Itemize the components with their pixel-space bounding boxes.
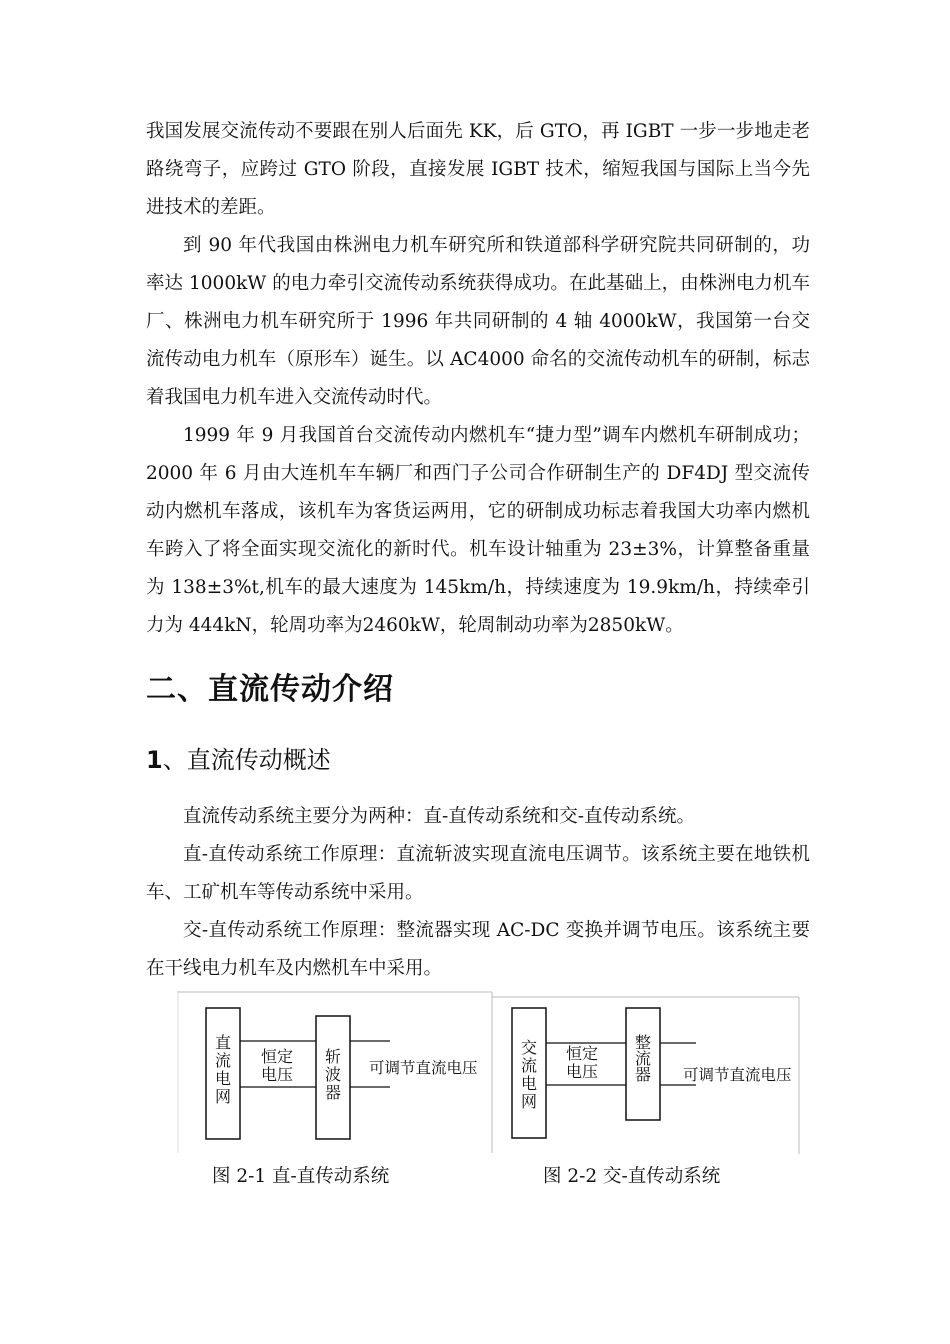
paragraph-df4dj-history: 1999 年 9 月我国首台交流传动内燃机车“捷力型”调车内燃机车研制成功；2000 年 6 月由大连机车车辆厂和西门子公司合作研制生产的 DF4DJ 型交流传动内燃机车落成，该机车为客货运两用，它的研制成功标志着我国大功率内燃机车跨入了将全面实现交流化的新时代。机车设计轴重为 23±3%，计算整备重量为 138±3%t,机车的最大速度为 145km/h，持续速度为 19.9km/h，持续牵引力为 444kN，轮周功率为2460kW，轮周制动功率为2850kW。 bbox=[146, 425, 810, 636]
subsection-heading bbox=[146, 740, 331, 775]
output-voltage-label: 可调节直流电压 bbox=[369, 1059, 478, 1077]
chopper-label: 斩波器 bbox=[324, 1047, 342, 1102]
figure-caption-2-2: 图 2-2 交-直传动系统 bbox=[543, 1166, 721, 1187]
subsection-number: 1 bbox=[146, 746, 163, 774]
figure-ac-dc-diagram bbox=[491, 996, 803, 1156]
dc-grid-label: 直流电网 bbox=[214, 1033, 232, 1106]
ac-grid-label: 交流电网 bbox=[520, 1038, 538, 1111]
output-voltage-label: 可调节直流电压 bbox=[683, 1066, 792, 1084]
paragraph-ac4000-history: 到 90 年代我国由株洲电力机车研究所和铁道部科学研究院共同研制的，功率达 1000kW 的电力牵引交流传动系统获得成功。在此基础上，由株洲电力机车厂、株洲电力机车研究所于 1996 年共同研制的 4 轴 4000kW，我国第一台交流传动电力机车（原形车）诞生。以 AC4000 命名的交流传动机车的研制，标志着我国电力机车进入交流传动时代。 bbox=[146, 235, 810, 408]
section-heading: 二、直流传动介绍 bbox=[146, 672, 394, 707]
paragraph-igbt-strategy: 我国发展交流传动不要跟在别人后面先 KK，后 GTO，再 IGBT 一步一步地走老路绕弯子，应跨过 GTO 阶段，直接发展 IGBT 技术，缩短我国与国际上当今先进技术的差距。 bbox=[146, 121, 810, 218]
figure-caption-2-1: 图 2-1 直-直传动系统 bbox=[212, 1166, 390, 1187]
figure-dc-dc-diagram bbox=[176, 990, 494, 1155]
constant-voltage-label: 恒定电压 bbox=[565, 1044, 599, 1081]
constant-voltage-label: 恒定电压 bbox=[260, 1047, 294, 1084]
paragraph-ac-dc-principle: 交-直传动系统工作原理：整流器实现 AC-DC 变换并调节电压。该系统主要在干线电力机车及内燃机车中采用。 bbox=[146, 920, 810, 979]
paragraph-dc-dc-principle: 直-直传动系统工作原理：直流斩波实现直流电压调节。该系统主要在地铁机车、工矿机车等传动系统中采用。 bbox=[146, 844, 810, 903]
rectifier-label: 整流器 bbox=[634, 1033, 652, 1084]
paragraph-dc-types: 直流传动系统主要分为两种：直-直传动系统和交-直传动系统。 bbox=[183, 806, 696, 827]
subsection-title: 、直流传动概述 bbox=[162, 746, 331, 774]
